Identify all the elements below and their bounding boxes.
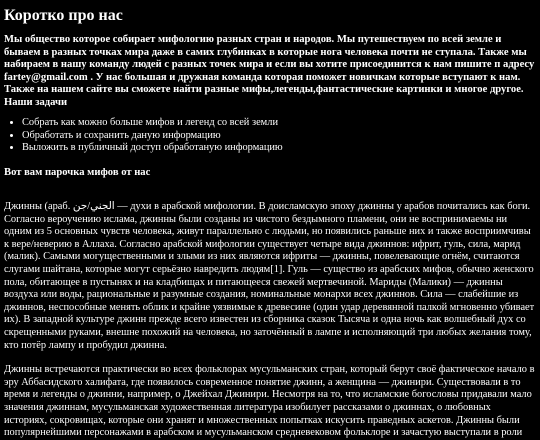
myths-heading: Вот вам парочка мифов от нас [4,166,151,178]
tasks-heading: Наши задачи [4,96,68,108]
intro-text-before-email: Мы общество которое собирает мифологию разных стран и народов. Мы путешествуем по всей земле и бываем в разных точках мира даже в самих глубинках в которые нога человека почти не ступала. Также мы набираем в нашу команду людей с разных точек мира и если вы хотите присоединится к нам пишите п адресу [4,34,535,70]
myth-paragraph-folklore: Джинны встречаются практически во всех фольклорах мусульманских стран, который берут своё фактическое начало в эру Аббасидского халифата, где появилось современное понятие джинн, а женщина — джинири. Существовали в то время и легенды о джинни, например, о Джейхал Джинири. Несмотря на то, что исламские богословы придавали мало значения джиннам, мусульманская художественная литература изобилует рассказами о джиннах, о любовных историях, сокровищах, которые они хранят и множественных попытках искусить праведных аскетов. Джинны были популярнейшими персонажами в арабском и мусульманском средневековом фольклоре и зачастую выступали в роли [4,364,535,439]
page-title: Коротко про нас [4,7,123,24]
contact-email: fartey@gmail.com [4,71,88,83]
myth-paragraph-djinn: Джинны (араб. الجني/جن — духи в арабской мифологии. В доисламскую эпоху джинны у арабов почитались как боги. Согласно вероучению ислама, джинны были созданы из чистого бездымного пламени, они не воспринимаемы ни одним из 5 основных чувств человека, живут параллельно с людьми, но появились раньше них и также восприимчивы к вере/неверию в Аллаха. Согласно арабской мифологии существует четыре вида джиннов: ифрит, гуль, сила, марид (малик). Самыми могущественными и злыми из них являются ифриты — джинны, повелевающие огнём, считаются слугами шайтана, которые могут серьёзно навредить людям[1]. Гуль — существо из арабских мифов, обычно женского пола, обитающее в пустынях и на кладбищах и питающееся свежей мертвечиной. Мариды (Малики) — джинны воздуха или воды, рациональные и разумные создания, номинальные монархи всех джиннов. Сила — слабейшие из джиннов, неспособные менять облик и крайне уязвимые к древесине (один удар деревянной палкой мгновенно убивает их). В западной культуре джинн прежде всего известен из сборника сказок Тысяча и одна ночь как волшебный дух со скрещенными руками, внешне похожий на человека, но заточённый в лампе и исполняющий три любых желания тому, кто потёр лампу и пробудил джинна. [4,201,535,351]
intro-text-after-email: . У нас большая и дружная команда которая поможет новичкам которые вступают к нам. Также на нашем сайте вы сможете найти разные мифы,легенды,фантастические картинки и многое другое. [4,71,524,95]
page [0,6,540,439]
intro-text [4,34,536,97]
tasks-list [4,117,536,155]
task-item: • Выложить в публичный доступ обработаную информацию [22,142,536,155]
task-item: • Обработать и сохранить даную информацию [22,130,536,143]
task-item: • Собрать как можно больше мифов и легенд со всей земли [22,117,536,130]
